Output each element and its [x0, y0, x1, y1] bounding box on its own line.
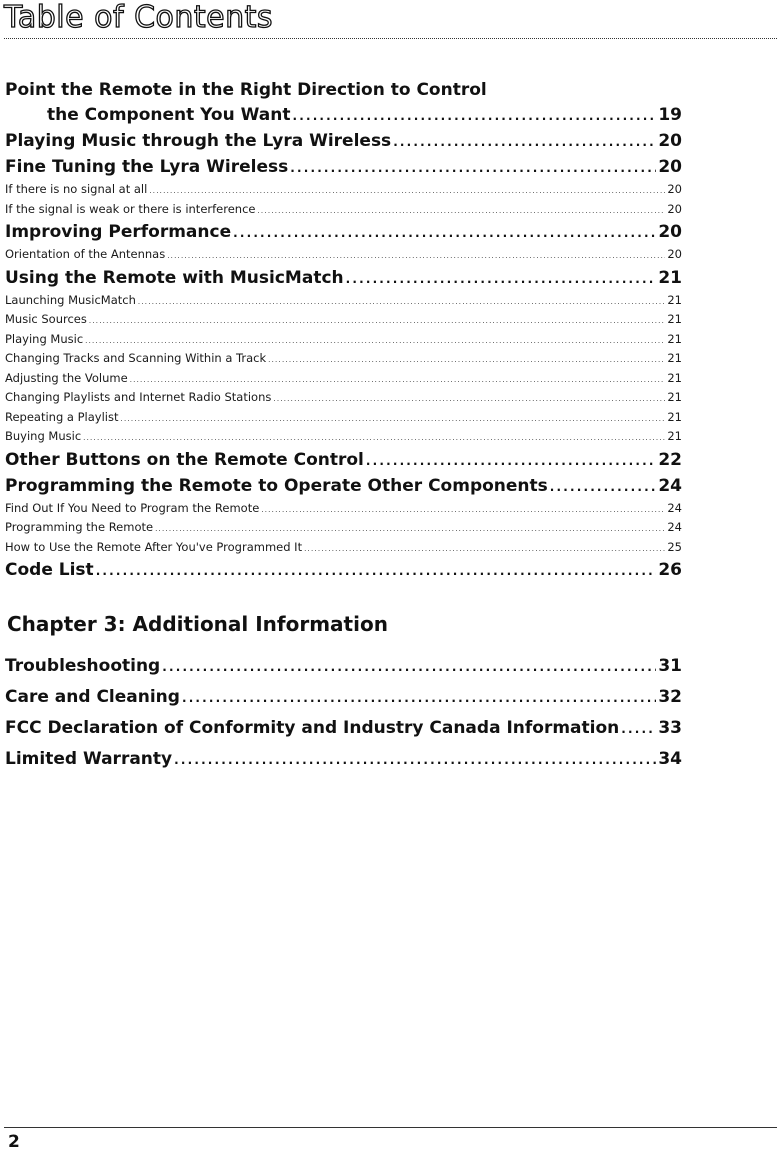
toc-entry-page: 19: [658, 105, 682, 125]
toc-entry-fine-tuning[interactable]: [5, 154, 682, 180]
toc-entry-label: Repeating a Playlist: [5, 409, 119, 424]
toc-entry-playing-music-lyra[interactable]: [5, 128, 682, 154]
dot-leader: [621, 713, 656, 745]
toc-entry-page: 20: [667, 247, 682, 261]
toc-entry-label: Playing Music through the Lyra Wireless: [5, 131, 392, 151]
dot-leader: [257, 200, 665, 222]
toc-entry-label: If there is no signal at all: [5, 182, 148, 196]
chapter-heading: Chapter 3: Additional Information: [7, 612, 388, 636]
dot-leader: [393, 128, 656, 155]
toc-entry-page: 24: [658, 475, 682, 496]
dot-leader: [89, 310, 665, 332]
toc-entry-page: 24: [667, 520, 682, 534]
toc-entry-label: Limited Warranty: [5, 749, 173, 769]
toc-subentry-weak-signal[interactable]: [5, 200, 682, 220]
toc-entry-label: the Component You Want: [47, 105, 291, 125]
dot-leader: [167, 245, 665, 267]
toc-entry-page: 21: [667, 312, 682, 326]
toc-entry-label: Changing Tracks and Scanning Within a Track: [5, 351, 267, 365]
toc-entry-label: Buying Music: [5, 429, 82, 443]
dot-leader: [346, 265, 657, 292]
dot-leader: [292, 102, 656, 129]
toc-entry-page: 20: [667, 201, 682, 216]
toc-entry-point-remote-line1[interactable]: Point the Remote in the Right Direction to Control: [5, 80, 487, 100]
toc-entry-label: Improving Performance: [5, 222, 232, 242]
toc-subentry-buying-music[interactable]: [5, 427, 682, 447]
toc-entry-page: 20: [658, 222, 682, 242]
toc-entry-page: 21: [667, 390, 682, 404]
toc-entry-point-remote[interactable]: [5, 102, 682, 128]
toc-entry-page: 34: [658, 749, 682, 769]
toc-entry-label: Launching MusicMatch: [5, 292, 136, 307]
dot-leader: [96, 557, 657, 584]
toc-entry-programming-remote-components[interactable]: [5, 473, 682, 499]
toc-subentry-repeating-playlist[interactable]: [5, 408, 682, 428]
dot-leader: [121, 408, 666, 430]
toc-entry-label: Find Out If You Need to Program the Remote: [5, 500, 260, 515]
toc-entry-page: 20: [667, 182, 682, 196]
dot-leader: [550, 473, 657, 500]
toc-entry-label: FCC Declaration of Conformity and Industry Canada Information: [5, 718, 620, 738]
toc-entry-page: 20: [658, 131, 682, 151]
dot-leader: [366, 447, 656, 474]
toc-entry-fcc-declaration[interactable]: [5, 713, 682, 744]
toc-subentry-playing-music[interactable]: [5, 330, 682, 350]
toc-entry-page: 21: [667, 331, 682, 346]
toc-entry-label: Music Sources: [5, 312, 87, 326]
toc-entry-troubleshooting[interactable]: [5, 651, 682, 682]
toc-entry-label: Care and Cleaning: [5, 687, 180, 707]
toc-subentry-changing-playlists[interactable]: [5, 388, 682, 408]
toc-entry-page: 22: [658, 449, 682, 470]
toc-entry-label: Changing Playlists and Internet Radio Stations: [5, 390, 272, 404]
toc-subentry-use-remote-after[interactable]: [5, 538, 682, 558]
toc-subentry-no-signal[interactable]: [5, 180, 682, 200]
page-title: Table of Contents: [4, 0, 274, 35]
toc-entry-page: 32: [658, 687, 682, 707]
toc-subentry-changing-tracks[interactable]: [5, 349, 682, 369]
toc-entry-label: Playing Music: [5, 331, 84, 346]
dot-leader: [85, 330, 665, 352]
toc-entry-page: 20: [658, 157, 682, 177]
toc-entry-page: 25: [667, 539, 682, 554]
dot-leader: [182, 682, 656, 714]
page-number: 2: [8, 1132, 20, 1152]
dot-leader: [233, 219, 656, 246]
toc-entry-label: Troubleshooting: [5, 656, 161, 676]
toc-entry-label: How to Use the Remote After You've Programmed It: [5, 539, 303, 554]
toc-subentry-find-out-program[interactable]: [5, 499, 682, 519]
toc-entry-care-cleaning[interactable]: [5, 682, 682, 713]
toc-entry-page: 24: [667, 500, 682, 515]
dot-leader: [162, 651, 656, 683]
dot-leader: [149, 180, 665, 202]
toc-entry-label: Other Buttons on the Remote Control: [5, 449, 364, 470]
toc-entry-limited-warranty[interactable]: [5, 744, 682, 775]
toc-entry-page: 21: [667, 429, 682, 443]
dot-leader: [268, 349, 665, 371]
toc-entry-page: 21: [658, 267, 682, 288]
dot-leader: [83, 427, 665, 449]
dot-leader: [304, 538, 665, 560]
toc-entry-page: 21: [667, 292, 682, 307]
toc-entry-page: 33: [658, 718, 682, 738]
toc-entry-page: 26: [658, 560, 682, 580]
toc-entry-page: 21: [667, 409, 682, 424]
dot-leader: [290, 154, 656, 181]
toc-entry-label: Fine Tuning the Lyra Wireless: [5, 157, 289, 177]
toc-subentry-launching-musicmatch[interactable]: [5, 291, 682, 311]
dot-leader: [261, 499, 665, 521]
table-of-contents: [5, 79, 682, 775]
toc-subentry-adjusting-volume[interactable]: [5, 369, 682, 389]
dot-leader: [130, 369, 666, 391]
toc-subentry-programming-remote[interactable]: [5, 518, 682, 538]
toc-entry-label: Programming the Remote to Operate Other Components: [5, 475, 548, 496]
dot-leader: [138, 291, 665, 313]
toc-entry-label: If the signal is weak or there is interference: [5, 201, 256, 216]
footer-divider: [4, 1127, 777, 1128]
toc-entry-label: Programming the Remote: [5, 520, 154, 534]
toc-entry-remote-musicmatch[interactable]: [5, 265, 682, 291]
toc-entry-other-buttons[interactable]: [5, 447, 682, 473]
dot-leader: [155, 518, 665, 540]
title-divider: [4, 38, 777, 39]
toc-entry-page: 31: [658, 656, 682, 676]
toc-entry-improving-performance[interactable]: [5, 219, 682, 245]
toc-subentry-antennas[interactable]: [5, 245, 682, 265]
toc-entry-label: Orientation of the Antennas: [5, 247, 166, 261]
dot-leader: [174, 744, 656, 776]
toc-entry-page: 21: [667, 351, 682, 365]
toc-subentry-music-sources[interactable]: [5, 310, 682, 330]
toc-entry-label: Code List: [5, 560, 94, 580]
toc-entry-label: Using the Remote with MusicMatch: [5, 267, 344, 288]
toc-entry-label: Adjusting the Volume: [5, 370, 128, 385]
dot-leader: [273, 388, 665, 410]
toc-entry-page: 21: [667, 370, 682, 385]
toc-entry-code-list[interactable]: [5, 557, 682, 583]
